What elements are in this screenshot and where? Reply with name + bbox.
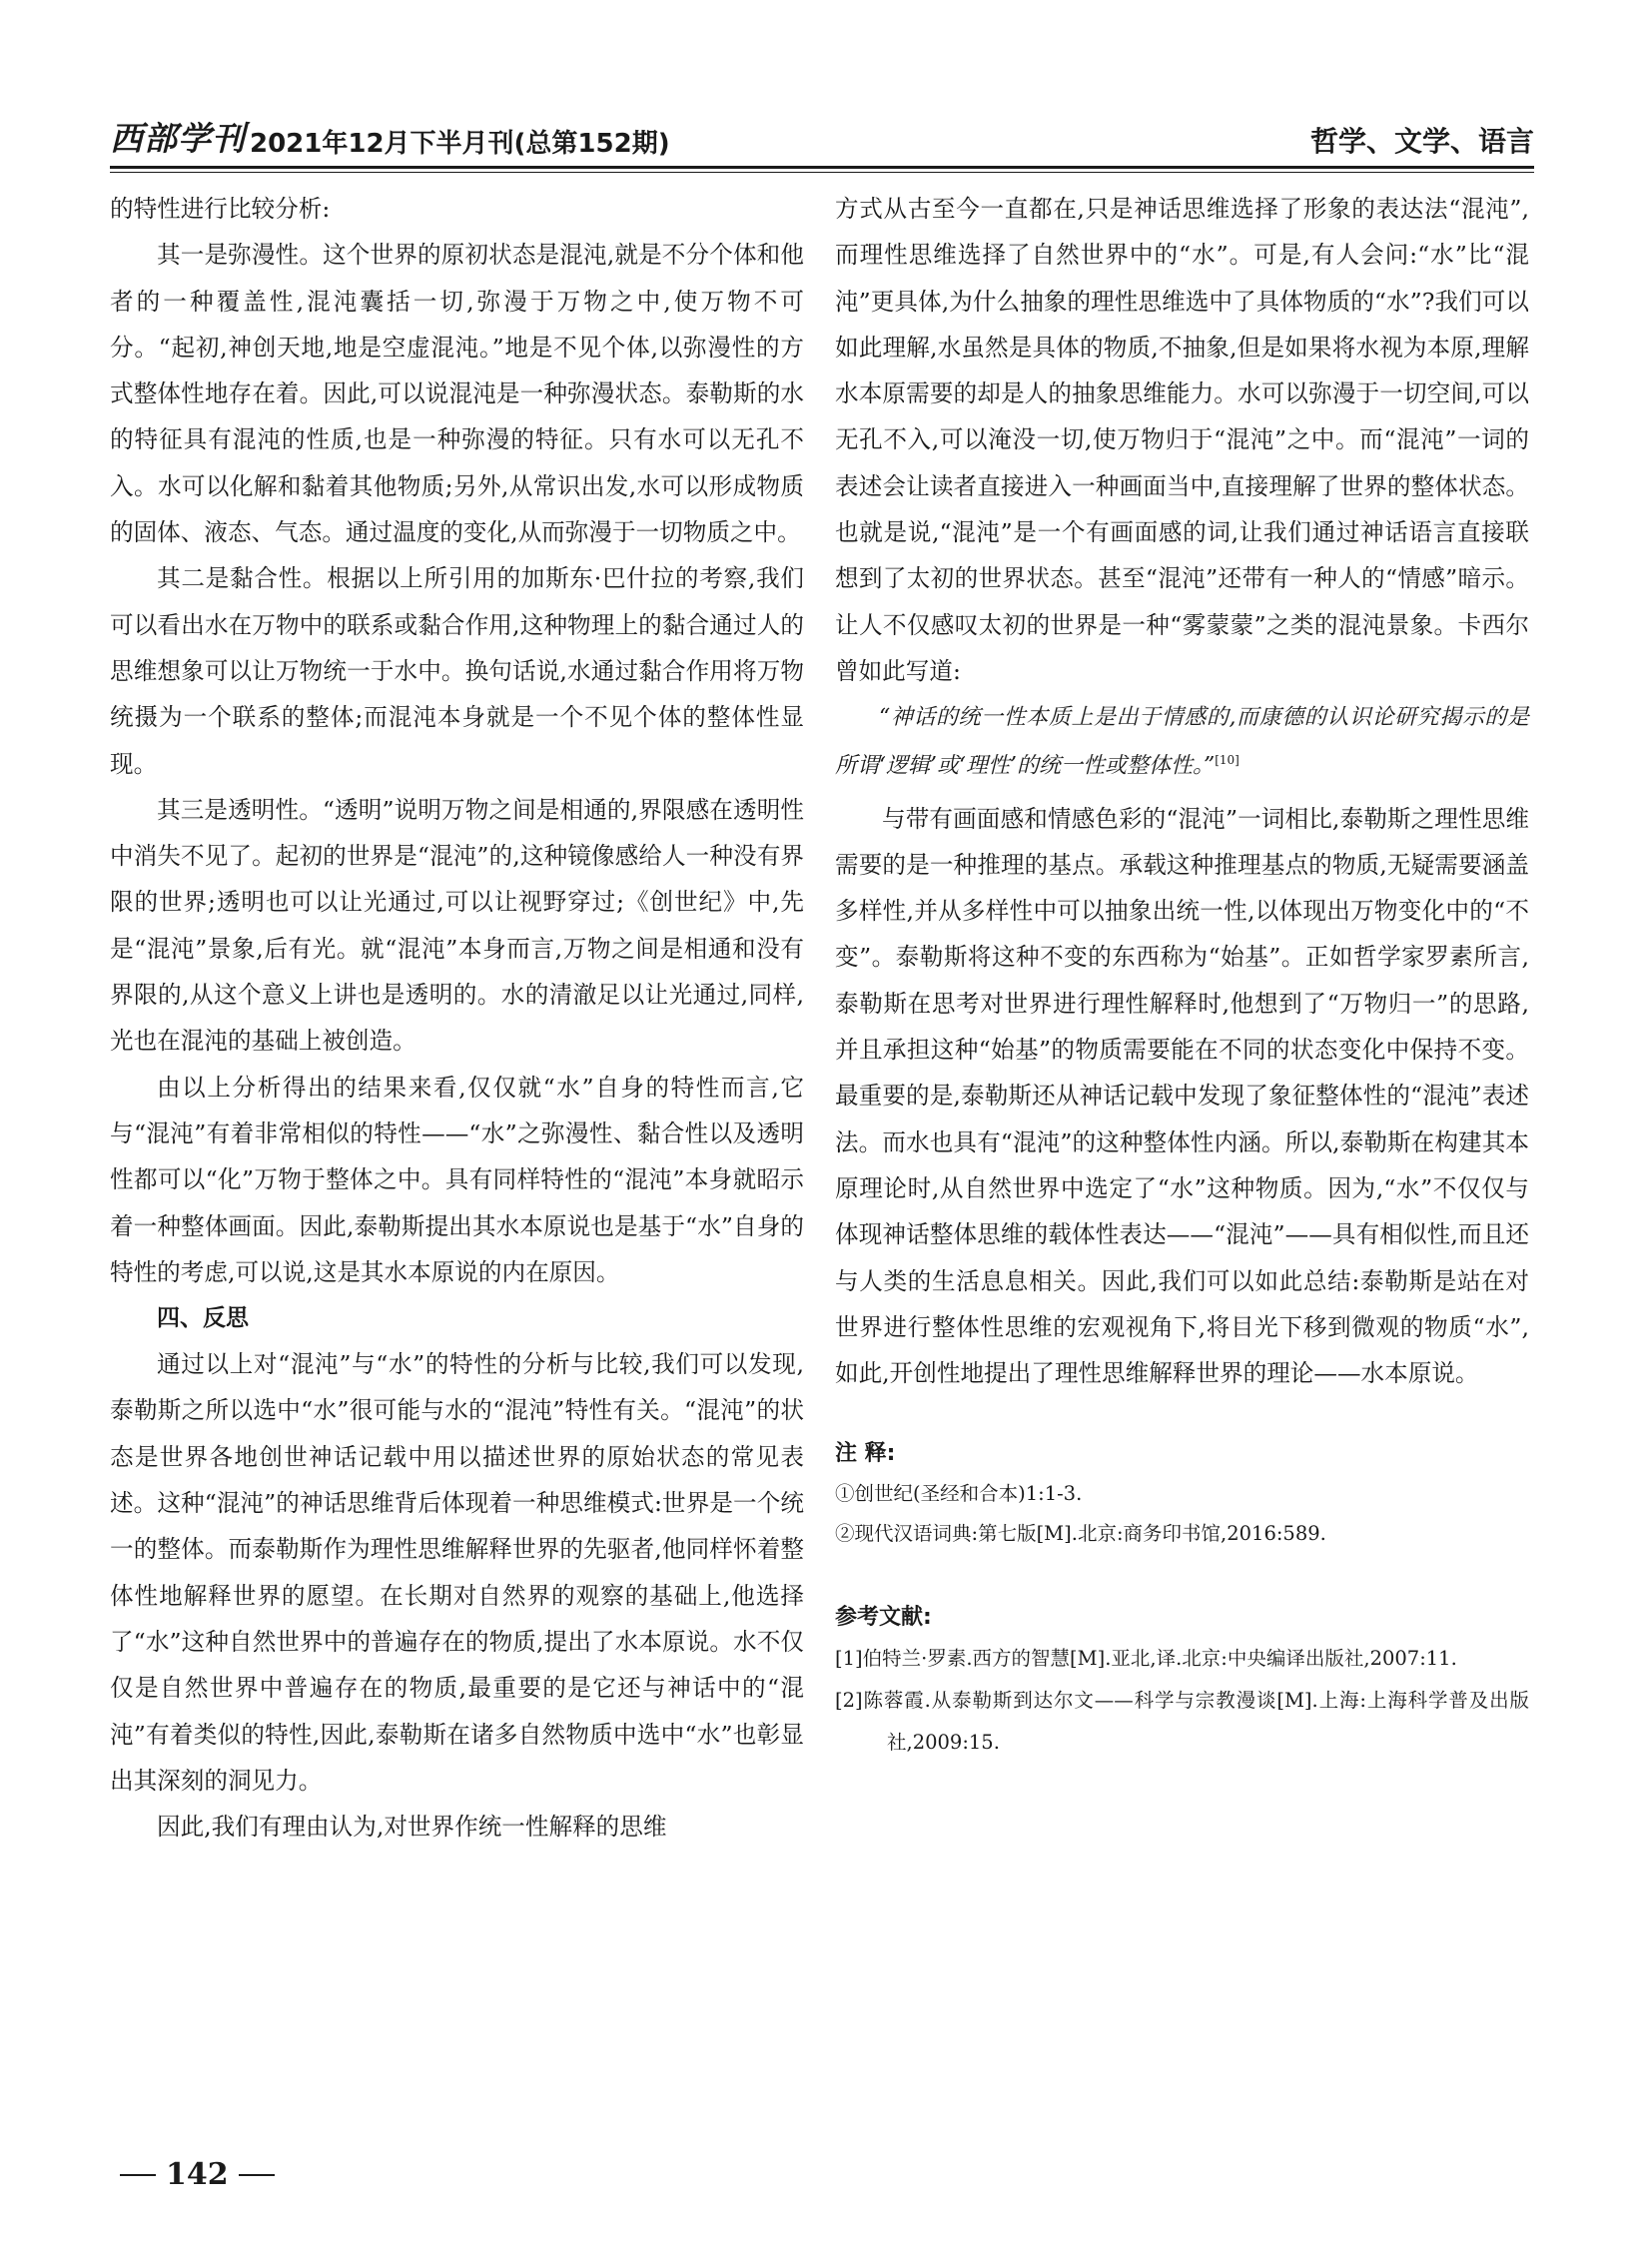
- reference-item: [1]伯特兰·罗素.西方的智慧[M].亚北,译.北京:中央编译出版社,2007:11.: [835, 1647, 1457, 1671]
- note-item: ②现代汉语词典:第七版[M].北京:商务印书馆,2016:589.: [835, 1522, 1326, 1546]
- header-rule: [110, 166, 1534, 169]
- paragraph: 由以上分析得出的结果来看,仅仅就“水”自身的特性而言,它与“混沌”有着非常相似的特性——“水”之弥漫性、黏合性以及透明性都可以“化”万物于整体之中。具有同样特性的“混沌”本身就昭示着一种整体画面。因此,泰勒斯提出其水本原说也是基于“水”自身的特性的考虑,可以说,这是其水本原说的内在原因。: [110, 1073, 804, 1286]
- notes-section: [835, 1434, 1529, 1554]
- quote-text: “神话的统一性本质上是出于情感的,而康德的认识论研究揭示的是所谓‘逻辑’或‘理性’的统一性或整体性。”: [835, 705, 1529, 779]
- header-left: [110, 113, 670, 160]
- notes-heading: 注 释:: [835, 1441, 896, 1467]
- header-rule-thin: [110, 172, 1534, 173]
- issue-info: 2021年12月下半月刊(总第152期): [250, 129, 670, 159]
- block-quote: [835, 696, 1529, 787]
- references-section: [835, 1598, 1529, 1764]
- paragraph: 因此,我们有理由认为,对世界作统一性解释的思维: [157, 1813, 667, 1842]
- paragraph: 与带有画面感和情感色彩的“混沌”一词相比,泰勒斯之理性思维需要的是一种推理的基点。承载这种推理基点的物质,无疑需要涵盖多样性,并从多样性中可以抽象出统一性,以体现出万物变化中的“不变”。泰勒斯将这种不变的东西称为“始基”。正如哲学家罗素所言,泰勒斯在思考对世界进行理性解释时,他想到了“万物归一”的思路,并且承担这种“始基”的物质需要能在不同的状态变化中保持不变。最重要的是,泰勒斯还从神话记载中发现了象征整体性的“混沌”表述法。而水也具有“混沌”的这种整体性内涵。所以,泰勒斯在构建其本原理论时,从自然世界中选定了“水”这种物质。因为,“水”不仅仅与体现神话整体思维的载体性表达——“混沌”——具有相似性,而且还与人类的生活息息相关。因此,我们可以如此总结:泰勒斯是站在对世界进行整体性思维的宏观视角下,将目光下移到微观的物质“水”,如此,开创性地提出了理性思维解释世界的理论——水本原说。: [835, 804, 1529, 1388]
- section-heading: 四、反思: [157, 1305, 249, 1332]
- page-number: 142: [166, 2157, 229, 2192]
- paragraph: 其一是弥漫性。这个世界的原初状态是混沌,就是不分个体和他者的一种覆盖性,混沌囊括一切,弥漫于万物之中,使万物不可分。“起初,神创天地,地是空虚混沌。”地是不见个体,以弥漫性的方式整体性地存在着。因此,可以说混沌是一种弥漫状态。泰勒斯的水的特征具有混沌的性质,也是一种弥漫的特征。只有水可以无孔不入。水可以化解和黏着其他物质;另外,从常识出发,水可以形成物质的固体、液态、气态。通过温度的变化,从而弥漫于一切物质之中。: [110, 241, 804, 547]
- running-header: [110, 110, 1534, 160]
- page-footer: [110, 2157, 285, 2192]
- footer-dash: [239, 2174, 275, 2176]
- reference-item: [2]陈蓉霞.从泰勒斯到达尔文——科学与宗教漫谈[M].上海:上海科学普及出版社,2009:15.: [835, 1689, 1529, 1755]
- footer-dash: [120, 2174, 156, 2176]
- paragraph: 方式从古至今一直都在,只是神话思维选择了形象的表达法“混沌”,而理性思维选择了自然世界中的“水”。可是,有人会问:“水”比“混沌”更具体,为什么抽象的理性思维选中了具体物质的“水”?我们可以如此理解,水虽然是具体的物质,不抽象,但是如果将水视为本原,理解水本原需要的却是人的抽象思维能力。水可以弥漫于一切空间,可以无孔不入,可以淹没一切,使万物归于“混沌”之中。而“混沌”一词的表述会让读者直接进入一种画面当中,直接理解了世界的整体状态。也就是说,“混沌”是一个有画面感的词,让我们通过神话语言直接联想到了太初的世界状态。甚至“混沌”还带有一种人的“情感”暗示。让人不仅感叹太初的世界是一种“雾蒙蒙”之类的混沌景象。卡西尔曾如此写道:: [835, 195, 1529, 685]
- right-column: [835, 186, 1529, 1764]
- paragraph: 其三是透明性。“透明”说明万物之间是相通的,界限感在透明性中消失不见了。起初的世界是“混沌”的,这种镜像感给人一种没有界限的世界;透明也可以让光通过,可以让视野穿过;《创世纪》中,先是“混沌”景象,后有光。就“混沌”本身而言,万物之间是相通和没有界限的,从这个意义上讲也是透明的。水的清澈足以让光通过,同样,光也在混沌的基础上被创造。: [110, 795, 804, 1056]
- left-column: [110, 186, 804, 1850]
- section-label: 哲学、文学、语言: [1309, 125, 1534, 158]
- journal-name: 西部学刊: [110, 119, 246, 158]
- citation-ref: [10]: [1215, 753, 1239, 768]
- paragraph: 通过以上对“混沌”与“水”的特性的分析与比较,我们可以发现,泰勒斯之所以选中“水”很可能与水的“混沌”特性有关。“混沌”的状态是世界各地创世神话记载中用以描述世界的原始状态的常见表述。这种“混沌”的神话思维背后体现着一种思维模式:世界是一个统一的整体。而泰勒斯作为理性思维解释世界的先驱者,他同样怀着整体性地解释世界的愿望。在长期对自然界的观察的基础上,他选择了“水”这种自然世界中的普遍存在的物质,提出了水本原说。水不仅仅是自然世界中普遍存在的物质,最重要的是它还与神话中的“混沌”有着类似的特性,因此,泰勒斯在诸多自然物质中选中“水”也彰显出其深刻的洞见力。: [110, 1350, 804, 1795]
- paragraph: 其二是黏合性。根据以上所引用的加斯东·巴什拉的考察,我们可以看出水在万物中的联系或黏合作用,这种物理上的黏合通过人的思维想象可以让万物统一于水中。换句话说,水通过黏合作用将万物统摄为一个联系的整体;而混沌本身就是一个不见个体的整体性显现。: [110, 564, 804, 778]
- note-item: ①创世纪(圣经和合本)1:1-3.: [835, 1482, 1083, 1506]
- references-heading: 参考文献:: [835, 1605, 932, 1631]
- paragraph: 的特性进行比较分析:: [110, 195, 331, 223]
